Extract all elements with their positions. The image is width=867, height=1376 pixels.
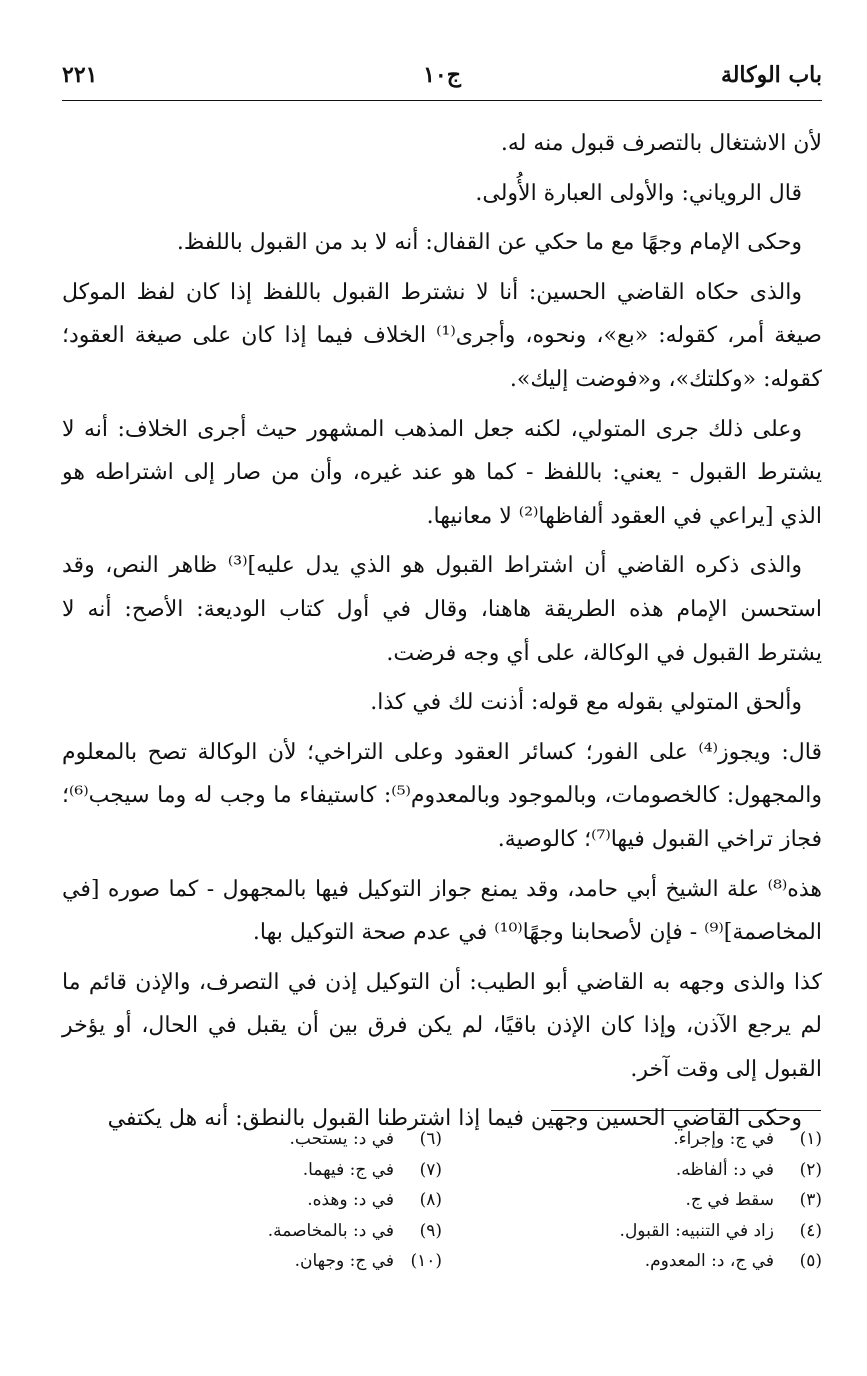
footnote-number: (٧) — [419, 1159, 442, 1180]
footnote-number: (٣) — [799, 1190, 822, 1210]
footnote-number: (٥) — [799, 1251, 822, 1271]
section-title: باب الوكالة — [720, 62, 822, 88]
paragraph: وعلى ذلك جرى المتولي، لكنه جعل المذهب المشهور حيث أجرى الخلاف: أنه لا يشترط القبول - يعني: باللفظ - كما هو عند غيره، وأن من صار إلى اشتراطه هو الذي [يراعي في العقود ألفاظها⁽²⁾ لا معانيها. — [62, 416, 822, 529]
footnote-text: في د: يستحب. — [289, 1129, 394, 1149]
footnote-number: (٤) — [799, 1220, 822, 1241]
footnote-item — [62, 1124, 442, 1155]
page-number: ٢٢١ — [62, 62, 98, 88]
running-header — [62, 58, 822, 98]
paragraph: وحكى القاضي الحسين وجهين فيما إذا اشترطنا القبول بالنطق: أنه هل يكتفي — [107, 1106, 802, 1132]
footnote-item — [442, 1185, 822, 1216]
footnote-text: زاد في التنبيه: القبول. — [619, 1220, 774, 1241]
footnote-text: في د: ألفاظه. — [675, 1159, 774, 1180]
footnote-item — [62, 1185, 442, 1216]
footnote-number: (٨) — [419, 1190, 442, 1210]
footnote-item — [442, 1155, 822, 1186]
footnote-text: في د: بالمخاصمة. — [267, 1220, 394, 1241]
footnote-item — [62, 1155, 442, 1186]
footnote-text: في ج: وجهان. — [294, 1251, 394, 1271]
footnote-text: في ج: وإجراء. — [673, 1129, 774, 1149]
footnote-number: (١) — [799, 1129, 822, 1149]
paragraph: والذى ذكره القاضي أن اشتراط القبول هو الذي يدل عليه]⁽³⁾ ظاهر النص، وقد استحسن الإمام هذه الطريقة هاهنا، وقال في أول كتاب الوديعة: الأصح: أنه لا يشترط القبول في الوكالة، على أي وجه فرضت. — [62, 553, 822, 666]
header-rule — [62, 100, 822, 101]
paragraph: وألحق المتولي بقوله مع قوله: أذنت لك في كذا. — [370, 690, 802, 716]
main-text — [62, 122, 822, 1147]
volume-label: ج١٠ — [423, 62, 461, 88]
paragraph: كذا والذى وجهه به القاضي أبو الطيب: أن التوكيل إذن في التصرف، والإذن قائم ما لم يرجع الآذن، وإذا كان الإذن باقيًا، لم يكن فرق بين أن يقبل في الحال، أو يؤخر القبول إلى وقت آخر. — [62, 969, 822, 1082]
footnote-item — [62, 1216, 442, 1247]
paragraph: هذه⁽⁸⁾ علة الشيخ أبي حامد، وقد يمنع جواز التوكيل فيها بالمجهول - كما صوره [في المخاصمة]⁽⁹⁾ - فإن لأصحابنا وجهًا⁽¹⁰⁾ في عدم صحة التوكيل بها. — [62, 876, 822, 946]
footnote-number: (١٠) — [410, 1251, 442, 1271]
footnote-text: في د: وهذه. — [307, 1190, 394, 1210]
footnotes-column-left — [62, 1124, 442, 1277]
footnote-item — [62, 1246, 442, 1277]
footnote-rule — [551, 1110, 821, 1111]
paragraph: لأن الاشتغال بالتصرف قبول منه له. — [500, 131, 822, 156]
footnote-text: في ج: فيهما. — [302, 1159, 394, 1180]
footnote-text: سقط في ج. — [685, 1190, 774, 1210]
footnote-item — [442, 1216, 822, 1247]
footnote-number: (٩) — [419, 1220, 442, 1241]
footnote-number: (٦) — [419, 1129, 442, 1149]
footnotes-column-right — [442, 1124, 822, 1277]
paragraph: وحكى الإمام وجهًا مع ما حكي عن القفال: أنه لا بد من القبول باللفظ. — [176, 230, 802, 256]
footnote-number: (٢) — [799, 1159, 822, 1180]
paragraph: والذى حكاه القاضي الحسين: أنا لا نشترط القبول باللفظ إذا كان لفظ الموكل صيغة أمر، كقوله: «بع»، ونحوه، وأجرى⁽¹⁾ الخلاف فيما إذا كان على صيغة العقود؛ كقوله: «وكلتك»، و«فوضت إليك». — [62, 279, 822, 392]
footnote-item — [442, 1246, 822, 1277]
footnote-item — [442, 1124, 822, 1155]
paragraph: قال الروياني: والأولى العبارة الأُولى. — [475, 180, 802, 206]
paragraph: قال: ويجوز⁽⁴⁾ على الفور؛ كسائر العقود وعلى التراخي؛ لأن الوكالة تصح بالمعلوم والمجهول: كالخصومات، وبالموجود وبالمعدوم⁽⁵⁾: كاستيفاء ما وجب له وما سيجب⁽⁶⁾؛ فجاز تراخي القبول فيها⁽⁷⁾؛ كالوصية. — [62, 739, 822, 852]
footnote-text: في ج، د: المعدوم. — [644, 1251, 774, 1271]
